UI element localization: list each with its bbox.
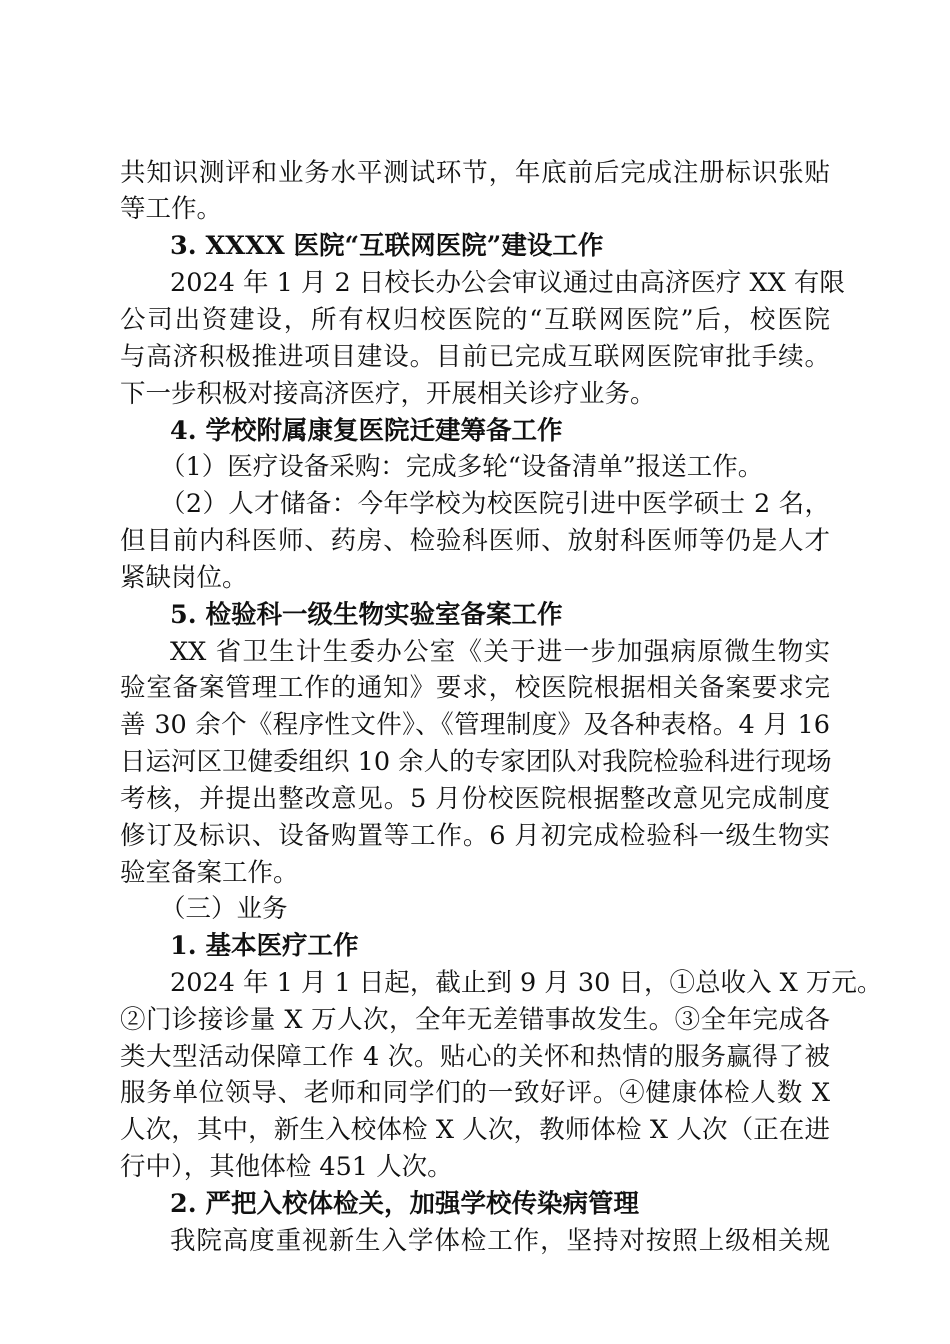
body-text-line: 与高济积极推进项目建设。目前已完成互联网医院审批手续。	[120, 342, 830, 372]
body-text-line: 2024 年 1 月 2 日校长办公会审议通过由高济医疗 XX 有限	[170, 268, 845, 298]
section-heading-basic-medical: 1. 基本医疗工作	[170, 931, 359, 961]
section-heading-internet-hospital: 3. XXXX 医院“互联网医院”建设工作	[170, 231, 604, 261]
body-text-line: 验室备案管理工作的通知》要求，校医院根据相关备案要求完	[120, 673, 830, 703]
body-text-line: 行中），其他体检 451 人次。	[120, 1152, 453, 1182]
body-text-line: 修订及标识、设备购置等工作。6 月初完成检验科一级生物实	[120, 821, 830, 851]
body-text-line: 考核，并提出整改意见。5 月份校医院根据整改意见完成制度	[120, 784, 830, 814]
body-text-line: 善 30 余个《程序性文件》、《管理制度》及各种表格。4 月 16	[120, 710, 830, 740]
body-text-line: 验室备案工作。	[120, 858, 299, 888]
body-text-line: 紧缺岗位。	[120, 563, 248, 593]
list-item: （2）人才储备：今年学校为校医院引进中医学硕士 2 名，	[160, 489, 830, 519]
section-heading-entrance-exam: 2. 严把入校体检关，加强学校传染病管理	[170, 1189, 639, 1219]
body-text-line: 日运河区卫健委组织 10 余人的专家团队对我院检验科进行现场	[120, 747, 832, 777]
body-text-line: 等工作。	[120, 194, 223, 224]
section-heading-lab-filing: 5. 检验科一级生物实验室备案工作	[170, 600, 563, 630]
body-text-line: 类大型活动保障工作 4 次。贴心的关怀和热情的服务赢得了被	[120, 1042, 830, 1072]
body-text-line: ②门诊接诊量 X 万人次，全年无差错事故发生。③全年完成各	[120, 1005, 830, 1035]
section-heading-business: （三）业务	[160, 894, 288, 924]
section-heading-rehab-hospital: 4. 学校附属康复医院迁建筹备工作	[170, 416, 563, 446]
list-item: （1）医疗设备采购：完成多轮“设备清单”报送工作。	[160, 452, 764, 482]
body-text-line: 人次，其中，新生入校体检 X 人次，教师体检 X 人次（正在进	[120, 1115, 830, 1145]
body-text-line: 公司出资建设，所有权归校医院的“互联网医院”后，校医院	[120, 305, 830, 335]
body-text-line: 服务单位领导、老师和同学们的一致好评。④健康体检人数 X	[120, 1078, 830, 1108]
body-text-line: 共知识测评和业务水平测试环节，年底前后完成注册标识张贴	[120, 158, 830, 188]
body-text-line: 下一步积极对接高济医疗，开展相关诊疗业务。	[120, 379, 656, 409]
body-text-line: XX 省卫生计生委办公室《关于进一步加强病原微生物实	[170, 637, 830, 667]
body-text-line: 2024 年 1 月 1 日起，截止到 9 月 30 日，①总收入 X 万元。	[170, 968, 883, 998]
body-text-line: 我院高度重视新生入学体检工作，坚持对按照上级相关规	[170, 1226, 830, 1256]
body-text-line: 但目前内科医师、药房、检验科医师、放射科医师等仍是人才	[120, 526, 830, 556]
